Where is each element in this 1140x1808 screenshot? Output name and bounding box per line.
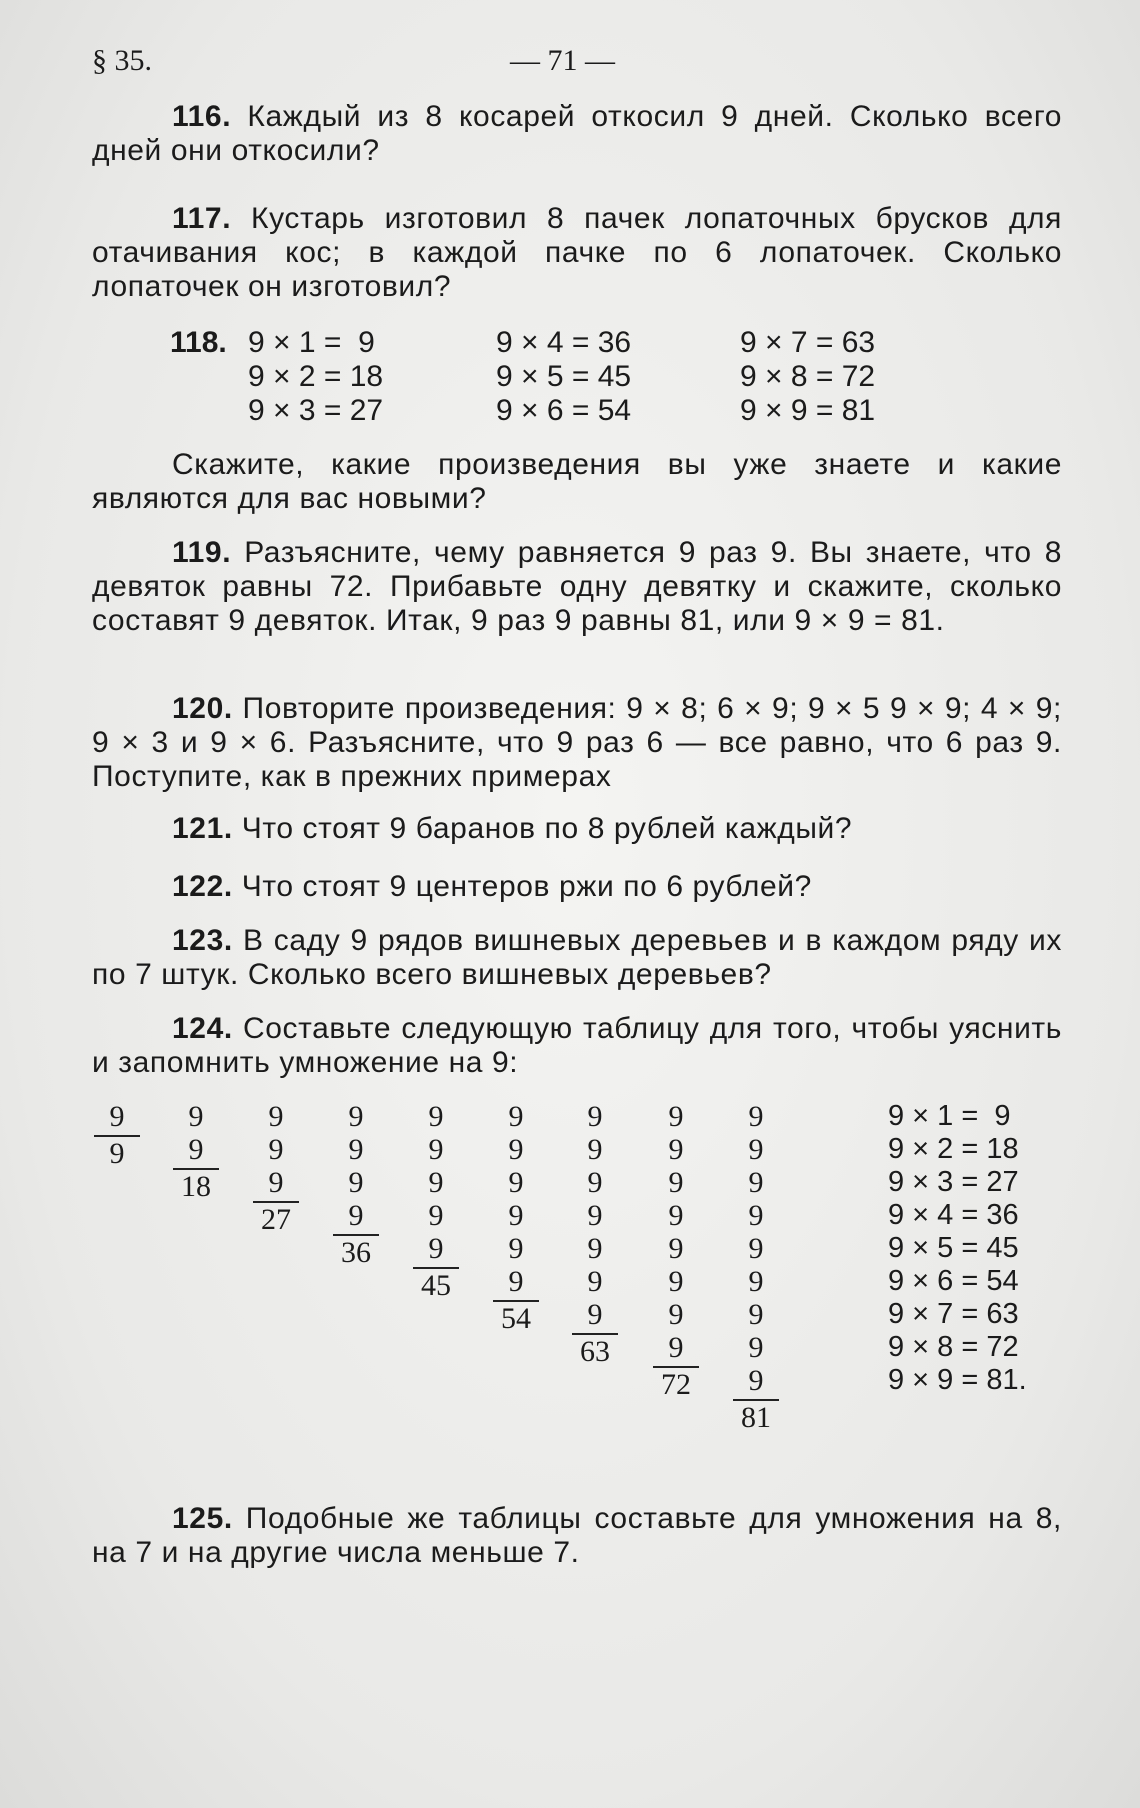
addend: 9: [748, 1331, 764, 1364]
problem-text: Разъясните, чему равняется 9 раз 9. Вы знаете, что 8 девяток равны 72. Прибавьте одну девятку и скажите, сколько составят 9 девяток. Итак, 9 раз 9 равны 81, или 9 × 9 = 81.: [92, 536, 1062, 637]
column-sum: 9: [109, 1137, 125, 1170]
column-sum: 27: [261, 1203, 291, 1236]
equation: 9 × 5 = 45: [496, 360, 632, 393]
equation: 9 × 4 = 36: [888, 1199, 1019, 1231]
grid-column-1: [248, 326, 468, 428]
addend: 9: [668, 1100, 684, 1133]
addend: 9: [587, 1298, 603, 1331]
addend: 9: [268, 1166, 284, 1199]
addend: 9: [587, 1265, 603, 1298]
problem-number: 116.: [172, 100, 232, 133]
addend: 9: [587, 1199, 603, 1232]
problem-number: 118.: [170, 326, 227, 359]
equation: 9 × 7 = 63: [740, 326, 876, 359]
equation: 9 × 8 = 72: [740, 360, 876, 393]
problem-text: В саду 9 рядов вишневых деревьев и в каждом ряду их по 7 штук. Сколько всего вишневых деревьев?: [92, 924, 1062, 991]
column-sum: 81: [741, 1401, 771, 1434]
equation: 9 × 4 = 36: [496, 326, 632, 359]
problem-text: Кустарь изготовил 8 пачек лопаточных брусков для отачивания кос; в каждой пачке по 6 лопаточек. Сколько лопаточек он изготовил?: [92, 202, 1062, 303]
addend: 9: [268, 1133, 284, 1166]
problem-text: Составьте следующую таблицу для того, чтобы уяснить и запомнить умножение на 9:: [92, 1012, 1062, 1079]
addition-column-7: [570, 1100, 620, 1369]
nines-addition-table: [92, 1100, 1062, 1480]
problem-text: Что стоят 9 центеров ржи по 6 рублей?: [232, 870, 812, 903]
addend: 9: [668, 1265, 684, 1298]
addend: 9: [508, 1100, 524, 1133]
addend: 9: [748, 1265, 764, 1298]
addition-column-9: [731, 1100, 781, 1435]
addend: 9: [428, 1100, 444, 1133]
equation: 9 × 2 = 18: [888, 1133, 1019, 1165]
column-sum: 18: [181, 1170, 211, 1203]
problem-number: 125.: [172, 1502, 233, 1535]
problem-119: [92, 536, 1062, 638]
problem-number: 121.: [172, 812, 233, 845]
problem-number: 117.: [172, 202, 232, 235]
addend: 9: [508, 1166, 524, 1199]
equation: 9 × 6 = 54: [496, 394, 632, 427]
addition-column-5: [411, 1100, 461, 1303]
addition-column-2: [171, 1100, 221, 1204]
column-sum: 72: [661, 1368, 691, 1401]
problem-120: [92, 692, 1062, 794]
equation: 9 × 6 = 54: [888, 1265, 1019, 1297]
addend: 9: [188, 1100, 204, 1133]
column-sum: 63: [580, 1335, 610, 1368]
addend: 9: [587, 1232, 603, 1265]
problem-number: 122.: [172, 870, 233, 903]
grid-column-2: [496, 326, 716, 428]
equation: 9 × 8 = 72: [888, 1331, 1019, 1363]
page-header: [92, 44, 1050, 94]
equation: 9 × 1 = 9: [248, 326, 375, 359]
addend: 9: [428, 1232, 444, 1265]
addend: 9: [428, 1133, 444, 1166]
addend: 9: [668, 1331, 684, 1364]
section-number: § 35.: [92, 44, 152, 77]
addend: 9: [748, 1232, 764, 1265]
addend: 9: [748, 1298, 764, 1331]
equation: 9 × 3 = 27: [888, 1166, 1019, 1198]
problem-124: [92, 1012, 1062, 1080]
addend: 9: [587, 1166, 603, 1199]
addend: 9: [748, 1199, 764, 1232]
problem-text: Подобные же таблицы составьте для умножения на 8, на 7 и на другие числа меньше 7.: [92, 1502, 1062, 1569]
problem-text: Каждый из 8 косарей откосил 9 дней. Сколько всего дней они откосили?: [92, 100, 1062, 167]
addend: 9: [348, 1199, 364, 1232]
column-sum: 45: [421, 1269, 451, 1302]
problem-number: 119.: [172, 536, 232, 569]
problem-number: 120.: [172, 692, 233, 725]
addend: 9: [668, 1166, 684, 1199]
problem-text: Повторите произведения: 9 × 8; 6 × 9; 9 × 5 9 × 9; 4 × 9; 9 × 3 и 9 × 6. Разъясните, что 9 раз 6 — все равно, что 6 раз 9. Поступите, как в прежних примерах: [92, 692, 1062, 793]
equation: 9 × 2 = 18: [248, 360, 384, 393]
addend: 9: [587, 1133, 603, 1166]
problem-number: 124.: [172, 1012, 233, 1045]
addend: 9: [508, 1265, 524, 1298]
addend: 9: [348, 1100, 364, 1133]
addend: 9: [428, 1199, 444, 1232]
addition-column-6: [491, 1100, 541, 1336]
problem-118-question: Скажите, какие произведения вы уже знаете и какие являются для вас новыми?: [92, 448, 1062, 515]
addend: 9: [188, 1133, 204, 1166]
problem-116: [92, 100, 1062, 168]
equation: 9 × 3 = 27: [248, 394, 384, 427]
addend: 9: [587, 1100, 603, 1133]
addend: 9: [748, 1100, 764, 1133]
addition-column-8: [651, 1100, 701, 1402]
addend: 9: [668, 1199, 684, 1232]
grid-column-3: [740, 326, 960, 428]
addend: 9: [348, 1133, 364, 1166]
problem-number: 123.: [172, 924, 233, 957]
problem-text: Что стоят 9 баранов по 8 рублей каждый?: [232, 812, 853, 845]
addend: 9: [508, 1232, 524, 1265]
addend: 9: [268, 1100, 284, 1133]
addend: 9: [668, 1133, 684, 1166]
problem-125: [92, 1502, 1062, 1570]
addend: 9: [508, 1133, 524, 1166]
problem-122: [92, 870, 1062, 904]
equation-list: [888, 1100, 1027, 1397]
addend: 9: [348, 1166, 364, 1199]
addition-column-4: [331, 1100, 381, 1270]
addend: 9: [668, 1298, 684, 1331]
problem-123: [92, 924, 1062, 992]
addend: 9: [428, 1166, 444, 1199]
equation: 9 × 9 = 81: [740, 394, 876, 427]
addend: 9: [109, 1100, 125, 1133]
equation: 9 × 7 = 63: [888, 1298, 1019, 1330]
problem-117: [92, 202, 1062, 304]
equation: 9 × 9 = 81.: [888, 1364, 1027, 1396]
page-number: — 71 —: [510, 44, 615, 77]
addend: 9: [748, 1133, 764, 1166]
addition-column-3: [251, 1100, 301, 1237]
equation: 9 × 5 = 45: [888, 1232, 1019, 1264]
addend: 9: [748, 1166, 764, 1199]
column-sum: 36: [341, 1236, 371, 1269]
addend: 9: [748, 1364, 764, 1397]
equation: 9 × 1 = 9: [888, 1100, 1011, 1132]
column-sum: 54: [501, 1302, 531, 1335]
addend: 9: [668, 1232, 684, 1265]
addition-column-1: [92, 1100, 142, 1171]
problem-121: [92, 812, 1062, 846]
addend: 9: [508, 1199, 524, 1232]
